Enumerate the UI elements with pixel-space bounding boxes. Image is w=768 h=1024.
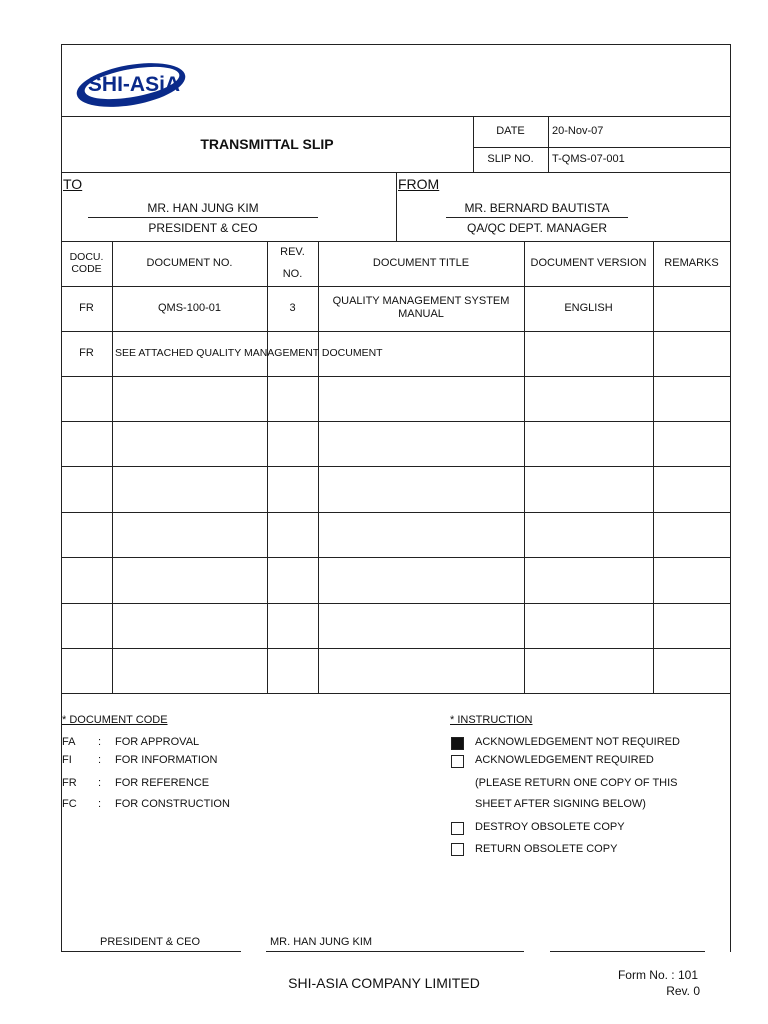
date-label: DATE [496, 125, 525, 137]
col-header-rev-2: NO. [282, 268, 303, 280]
col-header-code-2: CODE [71, 263, 102, 275]
doc-code-fr-desc: FOR REFERENCE [115, 777, 210, 789]
signature-name: MR. HAN JUNG KIM [270, 936, 373, 948]
instruction-note-line2: SHEET AFTER SIGNING BELOW) [475, 798, 646, 810]
instruction-ack-required: ACKNOWLEDGEMENT REQUIRED [475, 754, 654, 766]
header-divider-2 [548, 116, 549, 172]
row2-code: FR [79, 347, 94, 359]
to-label: TO [63, 176, 83, 192]
col-header-version: DOCUMENT VERSION [530, 257, 647, 269]
frame-top [61, 44, 731, 45]
table-rule-3 [61, 376, 731, 377]
doc-code-sep: : [98, 798, 102, 810]
doc-code-sep: : [98, 754, 102, 766]
col-header-title: DOCUMENT TITLE [372, 257, 470, 269]
footer-company: SHI-ASIA COMPANY LIMITED [288, 975, 480, 991]
doc-code-fc: FC [62, 798, 77, 810]
from-title: QA/QC DEPT. MANAGER [466, 221, 608, 235]
table-col-5 [653, 241, 654, 693]
header-mid-rule [473, 147, 731, 148]
to-name: MR. HAN JUNG KIM [147, 201, 259, 215]
to-title: PRESIDENT & CEO [148, 221, 258, 235]
col-header-code-1: DOCU. [69, 251, 104, 263]
col-header-doc-no: DOCUMENT NO. [146, 257, 233, 269]
row1-title-line2: MANUAL [398, 308, 444, 320]
slip-no-label: SLIP NO. [487, 153, 534, 165]
company-logo [74, 58, 194, 110]
signature-position: PRESIDENT & CEO [100, 936, 201, 948]
to-name-rule [88, 217, 318, 218]
checkbox-return-obsolete[interactable] [451, 843, 464, 856]
doc-code-fa-desc: FOR APPROVAL [115, 736, 200, 748]
doc-code-fr: FR [62, 777, 77, 789]
from-label: FROM [398, 176, 440, 192]
checkbox-destroy-obsolete[interactable] [451, 822, 464, 835]
doc-code-sep: : [98, 777, 102, 789]
logo-text: SHI-ASiA [87, 73, 181, 96]
to-from-divider [396, 172, 397, 241]
col-header-remarks: REMARKS [664, 257, 719, 269]
date-value: 20-Nov-07 [552, 125, 604, 137]
table-rule-1 [61, 286, 731, 287]
instruction-destroy: DESTROY OBSOLETE COPY [475, 821, 625, 833]
row2-description: SEE ATTACHED QUALITY MANAGEMENT DOCUMENT [115, 347, 383, 359]
instruction-return: RETURN OBSOLETE COPY [475, 843, 618, 855]
checkbox-ack-required[interactable] [451, 755, 464, 768]
row1-code: FR [79, 302, 94, 314]
page-title: TRANSMITTAL SLIP [200, 136, 334, 152]
instruction-heading: * INSTRUCTION [450, 714, 533, 726]
doc-code-fi: FI [62, 754, 72, 766]
table-rule-5 [61, 466, 731, 467]
table-rule-7 [61, 557, 731, 558]
instruction-ack-not-required: ACKNOWLEDGEMENT NOT REQUIRED [475, 736, 680, 748]
from-name: MR. BERNARD BAUTISTA [464, 201, 610, 215]
table-rule-0 [61, 241, 731, 242]
signature-rule-2 [266, 951, 524, 952]
frame-right [730, 44, 731, 952]
doc-code-fi-desc: FOR INFORMATION [115, 754, 218, 766]
table-rule-6 [61, 512, 731, 513]
col-header-rev-1: REV. [280, 246, 305, 258]
table-rule-10 [61, 693, 731, 694]
row1-doc-no: QMS-100-01 [158, 302, 221, 314]
table-rule-8 [61, 603, 731, 604]
checkbox-ack-not-required[interactable] [451, 737, 464, 750]
footer-form-no: Form No. : 101 [617, 968, 698, 982]
footer-rev: Rev. 0 [666, 984, 700, 998]
signature-rule-3 [550, 951, 705, 952]
from-name-rule [446, 217, 628, 218]
row1-version: ENGLISH [564, 302, 613, 314]
doc-code-heading: * DOCUMENT CODE [62, 714, 168, 726]
slip-no-value: T-QMS-07-001 [552, 153, 625, 165]
table-rule-9 [61, 648, 731, 649]
doc-code-sep: : [98, 736, 102, 748]
row1-title-line1: QUALITY MANAGEMENT SYSTEM [332, 295, 510, 307]
table-rule-2 [61, 331, 731, 332]
doc-code-fc-desc: FOR CONSTRUCTION [115, 798, 230, 810]
instruction-note-line1: (PLEASE RETURN ONE COPY OF THIS [475, 777, 678, 789]
header-top-rule [61, 116, 731, 117]
frame-left [61, 44, 62, 952]
row1-rev: 3 [289, 302, 296, 314]
table-rule-4 [61, 421, 731, 422]
signature-rule-1 [61, 951, 241, 952]
doc-code-fa: FA [62, 736, 76, 748]
